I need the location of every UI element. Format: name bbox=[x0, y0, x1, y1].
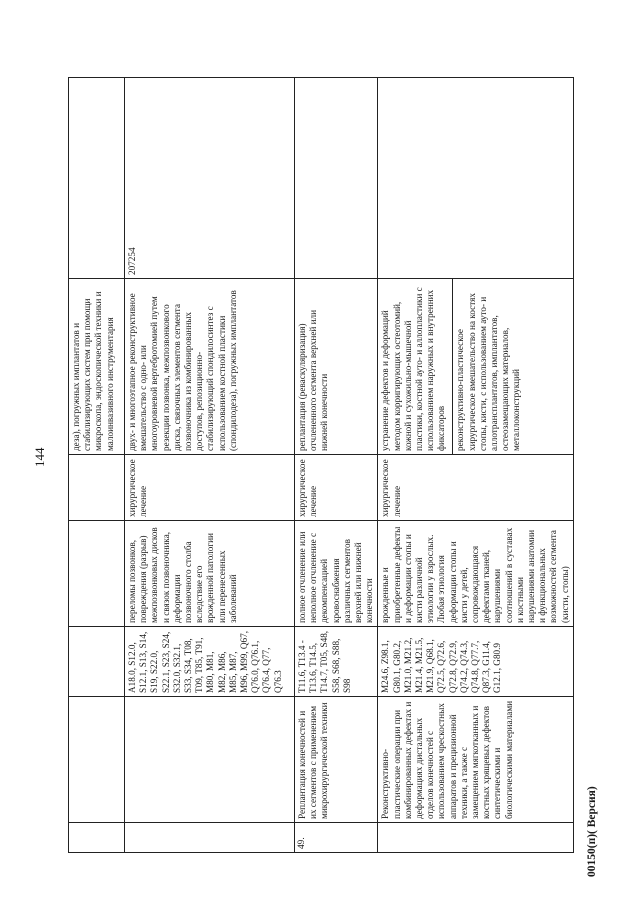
cell-number: 49. bbox=[295, 823, 378, 853]
cell-treatment-method: двух- и многоэтапное реконструктивное вмешательство с одно- или многоуровневой вертебротомией путем резекции позвонка, межпозвонкового диска, связочных элементов сегмента позвоночника из комбинированных доступов, репозиционно-стабилизирующий спондилосинтез с использованием костной пластики (спондилодеза), погружных имплантатов bbox=[125, 279, 295, 455]
page-number: 144 bbox=[32, 447, 47, 467]
cell-treatment-type bbox=[69, 455, 125, 521]
cell-procedure-group: Реплантация конечностей и их сегментов с применением микрохирургической техники bbox=[295, 697, 378, 823]
medical-procedures-table bbox=[68, 77, 574, 853]
cell-extra bbox=[295, 78, 378, 279]
cell-number bbox=[69, 823, 125, 853]
cell-extra: 207254 bbox=[125, 78, 295, 279]
document-code: 00150(п)( Версия) bbox=[586, 786, 598, 877]
cell-procedure-group bbox=[69, 697, 125, 823]
treatment-method-a: устранение дефектов и деформаций методом корригирующих остеотомий, кожной и сухожильно-мышечной пластики, костной ауто- и аллопластики с использованием наружных и внутренних фиксаторов bbox=[378, 279, 453, 454]
cell-treatment-method bbox=[378, 279, 573, 455]
cell-treatment-type: хирургическое лечение bbox=[125, 455, 295, 521]
cell-number bbox=[378, 823, 573, 853]
table-row bbox=[69, 78, 125, 853]
cell-diagnosis: полное отчленение или неполное отчленение с декомпенсацией кровоснабжения различных сегментов верхней или нижней конечности bbox=[295, 521, 378, 627]
cell-number bbox=[125, 823, 295, 853]
cell-diagnosis bbox=[69, 521, 125, 627]
cell-extra bbox=[378, 78, 573, 279]
table-row bbox=[125, 78, 295, 853]
cell-treatment-method: реплантация (реваскуляризация) отчлененного сегмента верхней или нижней конечности bbox=[295, 279, 378, 455]
cell-procedure-group bbox=[125, 697, 295, 823]
cell-procedure-group: Реконструктивно-пластические операции при комбинированных дефектах и деформациях дистальных отделов конечностей с использованием чрескостных аппаратов и прецизионной техники, а также с замещением мягкотканных и костных хрящевых дефектов синтетическими и биологическими материалами bbox=[378, 697, 573, 823]
cell-icd-codes: A18.0, S12.0, S12.1, S13, S14, S19, S22.0, S22.1, S23, S24, S32.0, S32.1, S33, S34, T08, T09, T85, T91, M80, M81, M82, M86, M85, M87, M96, M99, Q67, Q76.0, Q76.1, Q76.4, Q77, Q76.3 bbox=[125, 627, 295, 697]
table-row bbox=[378, 78, 573, 853]
cell-extra bbox=[69, 78, 125, 279]
cell-diagnosis: врожденные и приобретенные дефекты и деформации стопы и кисти различной этиологии у взрослых. Любая этиология деформации стопы и кисти у детей, сопровождающаяся дефектами тканей, нарушениями соотношений в суставах и костными нарушениями анатомии и функциональных возможностей сегмента (кисти, стопы) bbox=[378, 521, 573, 627]
table-row bbox=[295, 78, 378, 853]
cell-icd-codes: M24.6, Z98.1, G80.1, G80.2, M21.0, M21.2, M21.4, M21.5, M21.9, Q68.1, Q72.5, Q72.6, Q72.8, Q72.9, Q74.2, Q74.3, Q74.8, Q77.7, Q87.3, G11.4, G12.1, G80.9 bbox=[378, 627, 573, 697]
cell-treatment-type: хирургическое лечение bbox=[378, 455, 573, 521]
cell-treatment-method: деза), погружных имплантатов и стабилизирующих систем при помощи микроскопа, эндоскопической техники и малоинвазивного инструментария bbox=[69, 279, 125, 455]
cell-diagnosis: переломы позвонков, повреждения (разрыв) межпозвонковых дисков и связок позвоночника, деформации позвоночного столба вследствие его врожденной патологии или перенесенных заболеваний bbox=[125, 521, 295, 627]
cell-icd-codes bbox=[69, 627, 125, 697]
cell-icd-codes: T11.6, T13.4 - T13.6, T14.5, T14.7, T05, S48, S58, S68, S88, S98 bbox=[295, 627, 378, 697]
treatment-method-b: реконструктивно-пластическое хирургическое вмешательство на костях стопы, кисти, с использованием ауто- и аллотрансплантатов, имплантатов, остеозамещающих материалов, металлоконструкций bbox=[455, 293, 522, 451]
cell-treatment-type: хирургическое лечение bbox=[295, 455, 378, 521]
